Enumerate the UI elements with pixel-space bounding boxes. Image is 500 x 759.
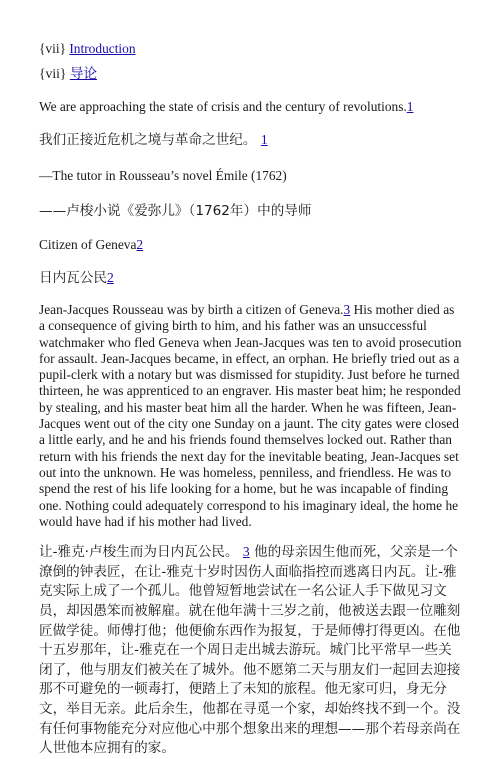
footnote-link-3-chinese[interactable]: 3 bbox=[242, 544, 250, 560]
toc-entry-english bbox=[39, 40, 462, 57]
body-paragraph-rest: His mother died as a consequence of giving birth to him, and his father was an unsuccessful watchmaker who fled Geneva when Jean-Jacques was ten to avoid prosecution for assault. Jean-Jacques became, in effect, an orphan. He briefly tried out as a pupil-clerk with a notary but was dismissed for stupidity. Just before he turned thirteen, he was apprenticed to an engraver. His master beat him; he responded by stealing, and his master beat him all the harder. When he was fifteen, Jean-Jacques went out of the city one Sunday on a jaunt. The city gates were closed a little early, and he and his friends found themselves locked out. Rather than return with his friends the next day for the inevitable beating, Jean-Jacques set out into the unknown. He was homeless, penniless, and friendless. He was to spend the rest of his life looking for a home, but he was incapable of finding one. Nothing could adequately correspond to his imaginary ideal, the home he would have had if his mother had lived. bbox=[39, 302, 462, 529]
introduction-link-chinese[interactable]: 导论 bbox=[69, 66, 97, 82]
body-paragraph-rest-chinese: 他的母亲因生他而死，父亲是一个潦倒的钟表匠，在让-雅克十岁时因伤人面临指控而逃离日内瓦。让-雅克实际上成了一个孤儿。他曾短暂地尝试在一名公证人手下做见习文员，却因愚笨而被解雇。就在他年满十三岁之前，他被送去跟一位雕刻匠做学徒。师傅打他；他便偷东西作为报复，于是师傅打得更凶。在他十五岁那年，让-雅克在一个周日走出城去游玩。城门比平常早一些关闭了，他与朋友们被关在了城外。他不愿第二天与朋友们一起回去迎接那不可避免的一顿毒打，便踏上了未知的旅程。他无家可归，身无分文，举目无亲。此后余生，他都在寻觅一个家，却始终找不到一个。没有任何事物能充分对应他心中那个想象出来的理想——那个若母亲尚在人世他本应拥有的家。 bbox=[39, 544, 461, 757]
footnote-link-1-chinese[interactable]: 1 bbox=[260, 132, 268, 147]
section-heading-chinese bbox=[39, 268, 462, 288]
section-heading-text: Citizen of Geneva bbox=[39, 237, 137, 252]
footnote-link-2[interactable]: 2 bbox=[136, 237, 144, 252]
page-marker-chinese: {vii} bbox=[39, 66, 70, 81]
epigraph-attribution-chinese: ——卢梭小说《爱弥儿》（1762年）中的导师 bbox=[39, 203, 312, 219]
toc-entry-chinese bbox=[39, 64, 462, 84]
body-paragraph-opening-chinese: 让-雅克·卢梭生而为日内瓦公民。 bbox=[39, 544, 239, 561]
introduction-link[interactable]: Introduction bbox=[69, 41, 136, 56]
epigraph-english bbox=[39, 98, 462, 115]
epigraph-text: We are approaching the state of crisis and the century of revolutions. bbox=[39, 99, 407, 114]
page-marker: {vii} bbox=[39, 41, 70, 56]
epigraph-attribution-english: —The tutor in Rousseau’s novel Émile (1762) bbox=[39, 168, 287, 183]
section-heading-text-chinese: 日内瓦公民 bbox=[39, 270, 107, 286]
footnote-link-3[interactable]: 3 bbox=[343, 302, 351, 317]
epigraph-text-chinese: 我们正接近危机之境与革命之世纪。 bbox=[39, 132, 257, 148]
footnote-link-1[interactable]: 1 bbox=[406, 99, 414, 114]
section-heading-english bbox=[39, 236, 462, 253]
body-paragraph-chinese bbox=[39, 542, 462, 759]
footnote-link-2-chinese[interactable]: 2 bbox=[106, 270, 114, 285]
body-paragraph-english bbox=[39, 302, 462, 530]
body-paragraph-opening: Jean-Jacques Rousseau was by birth a citizen of Geneva. bbox=[39, 302, 344, 317]
epigraph-chinese bbox=[39, 130, 462, 150]
